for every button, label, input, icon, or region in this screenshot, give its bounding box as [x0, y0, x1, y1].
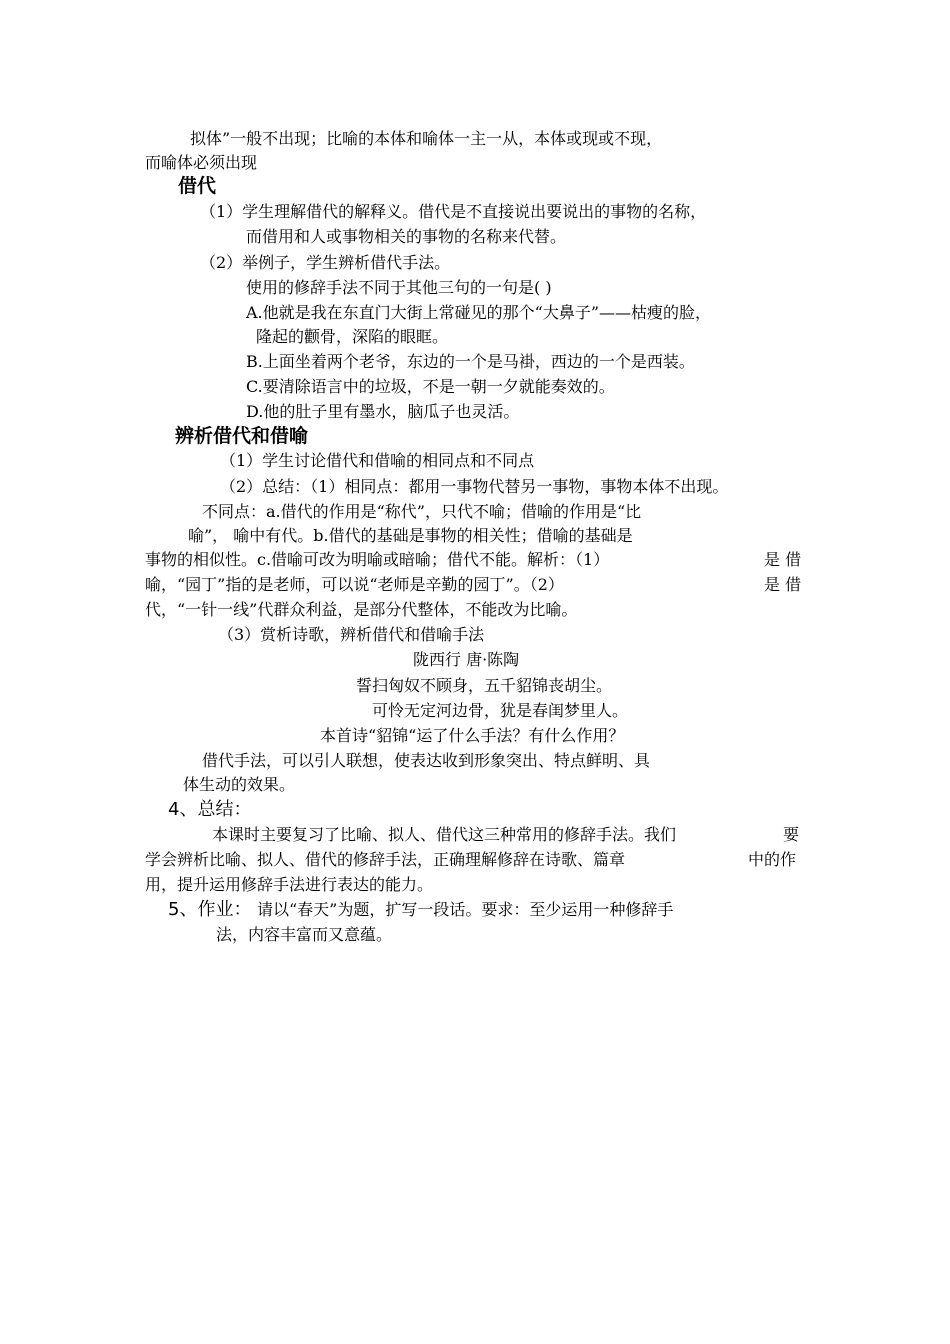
text-line: （1）学生理解借代的解释义。借代是不直接说出要说出的事物的名称，: [200, 202, 707, 221]
text-line: 喻”， 喻中有代。b.借代的基础是事物的相关性；借喻的基础是: [188, 526, 633, 545]
text-line: 拟体”一般不出现；比喻的本体和喻体一主一从，本体或现或不现，: [190, 129, 663, 148]
poem-question: 本首诗“貂锦“运了什么手法？有什么作用？: [320, 726, 625, 745]
text-line-tail: 要: [783, 825, 800, 844]
section-heading-summary: 4、总结：: [168, 799, 252, 820]
poem-line: 誓扫匈奴不顾身，五千貂锦丧胡尘。: [356, 676, 613, 695]
option-c: C.要清除语言中的垃圾，不是一朝一夕就能奏效的。: [246, 377, 615, 396]
text-line: 而借用和人或事物相关的事物的名称来代替。: [246, 227, 567, 246]
text-line: （3）赏析诗歌，辨析借代和借喻手法: [218, 625, 485, 644]
text-line: 借代手法，可以引人联想，使表达收到形象突出、特点鲜明、具: [202, 751, 651, 770]
text-line: （2）总结：（1）相同点：都用一事物代替另一事物，事物本体不出现。: [220, 477, 729, 496]
text-line-tail: 是 借: [764, 550, 802, 569]
question-text: 使用的修辞手法不同于其他三句的一句是( ): [246, 278, 552, 297]
section-heading-jiedai: 借代: [178, 175, 217, 197]
text-line-tail: 是 借: [764, 575, 802, 594]
text-line: 而喻体必须出现: [145, 153, 258, 172]
text-line: 法，内容丰富而又意蕴。: [216, 925, 393, 944]
option-b: B.上面坐着两个老爷，东边的一个是马褂，西边的一个是西装。: [246, 352, 695, 371]
option-d: D.他的肚子里有墨水，脑瓜子也灵活。: [246, 402, 520, 421]
text-line: 本课时主要复习了比喻、拟人、借代这三种常用的修辞手法。我们: [212, 825, 677, 844]
option-a-continued: 隆起的颧骨，深陷的眼眶。: [256, 327, 449, 346]
text-line: 用，提升运用修辞手法进行表达的能力。: [145, 875, 434, 894]
text-line: （1）学生讨论借代和借喻的相同点和不同点: [220, 451, 535, 470]
text-line: 不同点：a.借代的作用是“称代”，只代不喻；借喻的作用是“比: [202, 502, 642, 521]
text-line: 体生动的效果。: [183, 775, 296, 794]
poem-line: 可怜无定河边骨，犹是春闺梦里人。: [372, 701, 629, 720]
text-line: 喻，“园丁”指的是老师，可以说“老师是辛勤的园丁”。（2）: [145, 575, 564, 594]
text-line: 代，“一针一线”代群众利益，是部分代整体，不能改为比喻。: [145, 600, 578, 619]
poem-title: 陇西行 唐·陈陶: [413, 650, 520, 669]
text-line: 请以“春天”为题，扩写一段话。要求：至少运用一种修辞手: [257, 900, 674, 919]
text-line: 学会辨析比喻、拟人、借代的修辞手法，正确理解修辞在诗歌、篇章: [145, 850, 626, 869]
section-heading-bianxi: 辨析借代和借喻: [175, 425, 309, 447]
text-line: （2）举例子，学生辨析借代手法。: [200, 253, 451, 272]
option-a: A.他就是我在东直门大街上常碰见的那个“大鼻子”——枯瘦的脸，: [246, 303, 712, 322]
text-line-tail: 中的作: [748, 850, 797, 869]
text-line: 事物的相似性。c.借喻可改为明喻或暗喻；借代不能。解析：（1）: [145, 550, 610, 569]
section-heading-homework: 5、作业：: [168, 899, 252, 920]
